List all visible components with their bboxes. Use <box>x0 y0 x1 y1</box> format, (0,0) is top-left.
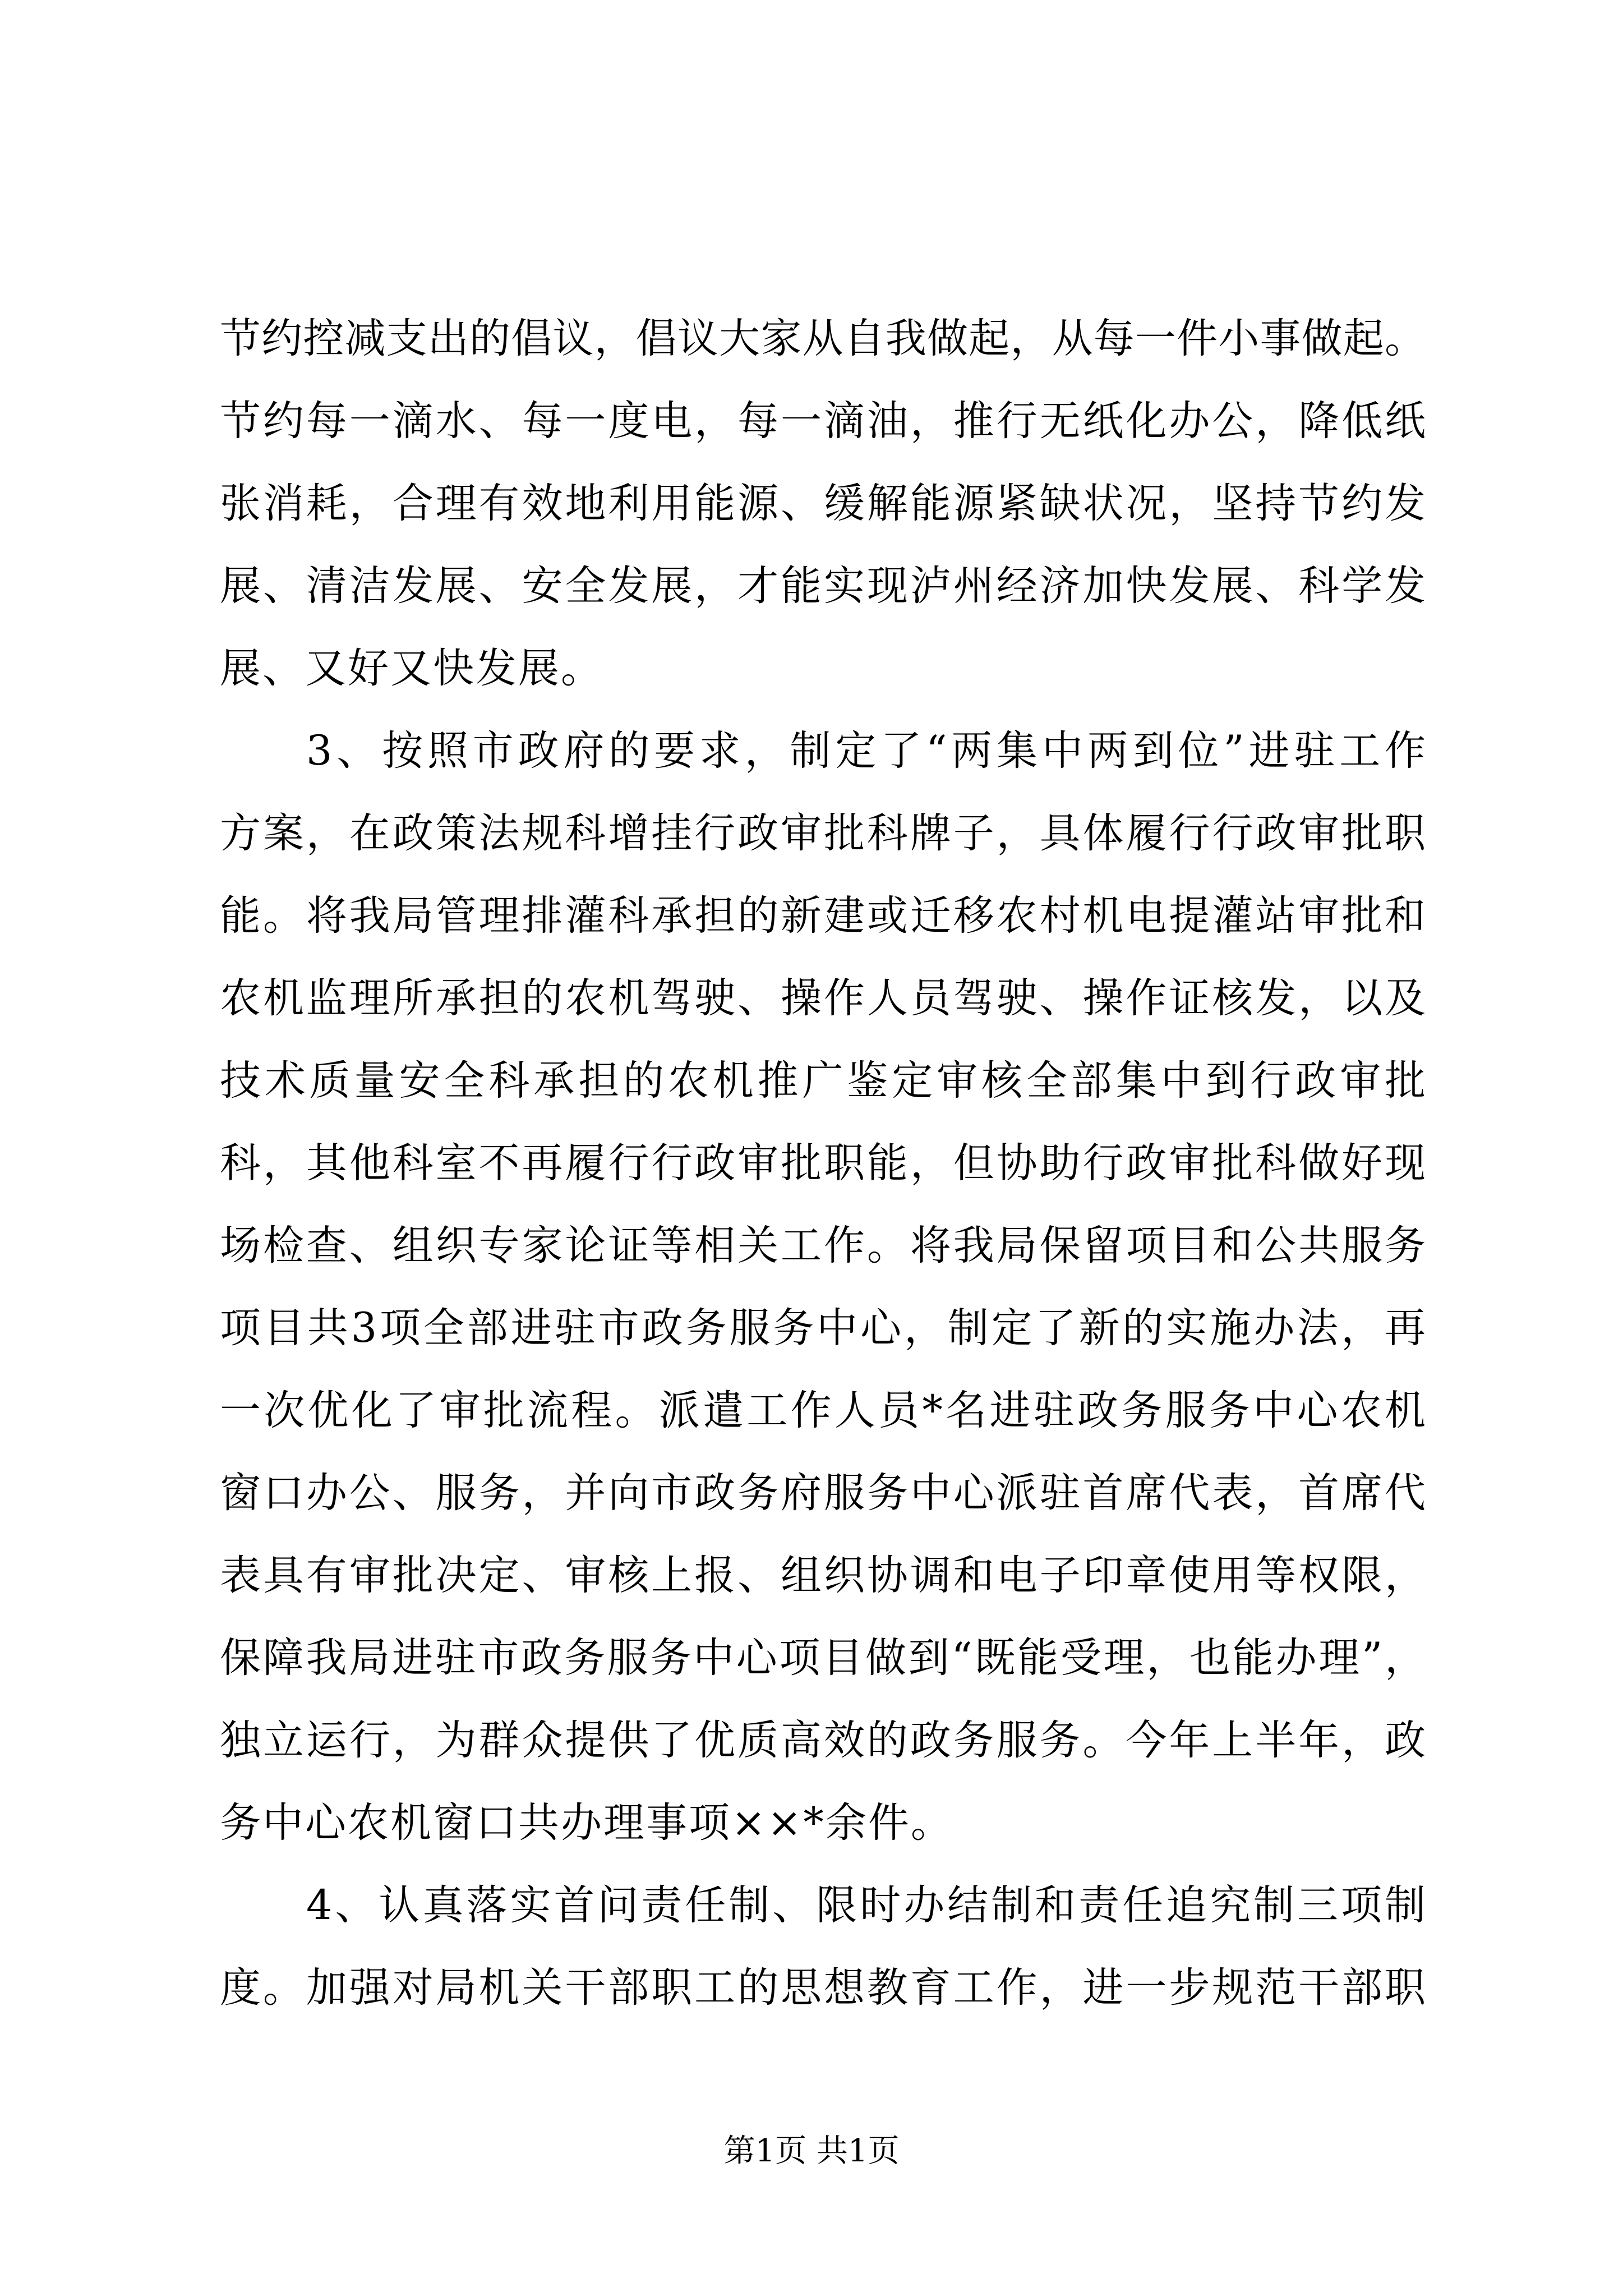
paragraph-2-line: 3、按照市政府的要求，制定了“两集中两到位”进驻工作 <box>306 727 1426 775</box>
paragraph-2-line: 能。将我局管理排灌科承担的新建或迁移农村机电提灌站审批和 <box>220 892 1426 940</box>
paragraph-2-line: 一次优化了审批流程。派遣工作人员*名进驻政务服务中心农机 <box>220 1387 1426 1434</box>
paragraph-1-line: 展、清洁发展、安全发展，才能实现泸州经济加快发展、科学发 <box>220 562 1426 610</box>
paragraph-3-line: 度。加强对局机关干部职工的思想教育工作，进一步规范干部职 <box>220 1964 1426 2012</box>
paragraph-2-line: 表具有审批决定、审核上报、组织协调和电子印章使用等权限， <box>220 1552 1426 1599</box>
paragraph-2-line: 保障我局进驻市政务服务中心项目做到“既能受理，也能办理”， <box>220 1634 1426 1682</box>
paragraph-1-line: 节约控减支出的倡议，倡议大家从自我做起，从每一件小事做起。 <box>220 315 1426 362</box>
paragraph-2-line: 场检查、组织专家论证等相关工作。将我局保留项目和公共服务 <box>220 1222 1426 1269</box>
paragraph-3-line: 4、认真落实首问责任制、限时办结制和责任追究制三项制 <box>306 1881 1426 1929</box>
page-footer: 第1页 共1页 <box>723 2133 900 2169</box>
paragraph-2-line: 技术质量安全科承担的农机推广鉴定审核全部集中到行政审批 <box>220 1057 1426 1105</box>
paragraph-2-line: 窗口办公、服务，并向市政务府服务中心派驻首席代表，首席代 <box>220 1469 1426 1517</box>
paragraph-2-line: 农机监理所承担的农机驾驶、操作人员驾驶、操作证核发，以及 <box>220 974 1426 1022</box>
paragraph-2-line: 务中心农机窗口共办理事项××*余件。 <box>220 1799 953 1847</box>
paragraph-2-line: 方案，在政策法规科增挂行政审批科牌子，具体履行行政审批职 <box>220 809 1426 857</box>
paragraph-1-line: 节约每一滴水、每一度电，每一滴油，推行无纸化办公，降低纸 <box>220 397 1426 445</box>
paragraph-1-line: 展、又好又快发展。 <box>220 645 603 692</box>
paragraph-1-line: 张消耗，合理有效地利用能源、缓解能源紧缺状况，坚持节约发 <box>220 480 1426 527</box>
paragraph-2-line: 科，其他科室不再履行行政审批职能，但协助行政审批科做好现 <box>220 1139 1426 1187</box>
paragraph-2-line: 项目共3项全部进驻市政务服务中心，制定了新的实施办法，再 <box>220 1304 1426 1352</box>
paragraph-2-line: 独立运行，为群众提供了优质高效的政务服务。今年上半年，政 <box>220 1717 1426 1764</box>
